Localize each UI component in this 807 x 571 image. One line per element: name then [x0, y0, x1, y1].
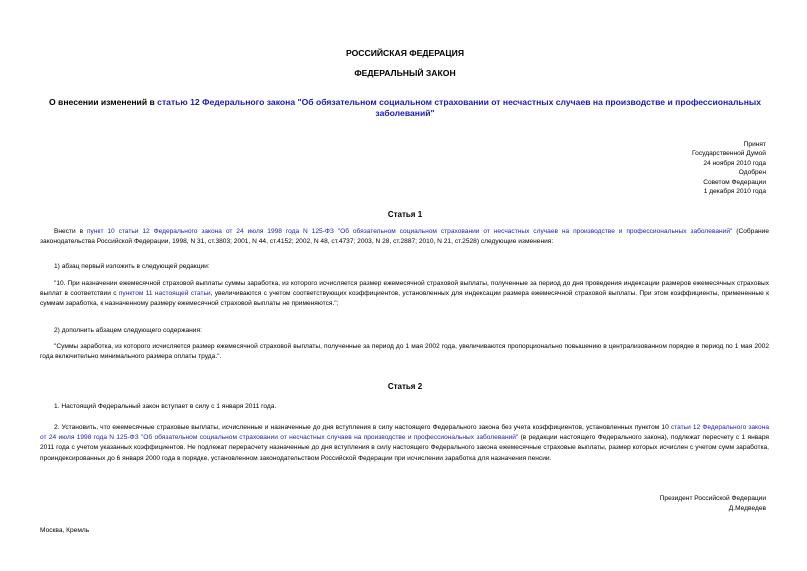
item-2-link[interactable]: статьи 12 Федерального закона от 24 июля 1998 года N 125-ФЗ "Об обязательном социальном страховании от несчастных случаев на производстве и профессиональных заболеваний" — [40, 424, 769, 442]
intro-link[interactable]: пункт 10 статьи 12 Федерального закона от 24 июля 1998 года N 125-ФЗ "Об обязательном социальном страховании от несчастных случаев на производстве и профессиональных заболеваний" — [86, 228, 733, 235]
article-1-item-1: 1) абзац первый изложить в следующей редакции: — [54, 263, 210, 270]
signing-place: Москва, Кремль — [40, 527, 90, 534]
quote-1-link[interactable]: пунктом 11 настоящей статьи — [118, 290, 211, 298]
adoption-block — [692, 140, 766, 196]
intro-text: Внести в — [54, 228, 87, 235]
adoption-line: 24 ноября 2010 года — [703, 159, 766, 167]
country-heading: РОССИЙСКАЯ ФЕДЕРАЦИЯ — [345, 48, 465, 58]
signature-block — [660, 494, 766, 514]
adoption-line: 1 декабря 2010 года — [703, 188, 766, 196]
intro-rest: (Собрание законодательства Российской Федерации, 1998, N 31, ст.3803; 2001, N 44, ст.4152; 2002, N 48, ст.4737; 2003, N 28, ст.2887; 2010, N 21, ст.2528) следующие изменения: — [40, 228, 769, 246]
article-1-quote-1 — [40, 279, 769, 310]
quote-1-start: "10. При назначении ежемесячной страховой выплаты суммы заработка, из которого исчисляется размер ежемесячной страховой выплаты, полученные за период до дня проведения индексации размеров ежемесячных страховых выплат в соответствии с — [40, 280, 769, 298]
article-1-heading: Статья 1 — [387, 210, 423, 219]
doc-type-heading: ФЕДЕРАЛЬНЫЙ ЗАКОН — [354, 68, 456, 78]
law-title-prefix: О внесении изменений в — [48, 97, 158, 107]
article-2-item-1: 1. Настоящий Федеральный закон вступает в силу с 1 января 2011 года. — [54, 403, 277, 410]
article-1-quote-2: "Суммы заработка, из которого исчисляется размер ежемесячной страховой выплаты, полученные за период до 1 мая 2002 года, увеличиваются пропорционально повышению в централизованном порядке в период по 1 мая 2002 года включительно минимального размера оплаты труда.". — [40, 343, 769, 361]
signature-name: Д.Медведев — [728, 505, 766, 512]
article-2-heading: Статья 2 — [387, 382, 423, 391]
article-1-intro — [40, 227, 769, 247]
adoption-line: Советом Федерации — [703, 178, 766, 186]
article-2-item-2 — [40, 423, 769, 464]
signature-position: Президент Российской Федерации — [659, 495, 766, 502]
article-1-item-2: 2) дополнить абзацем следующего содержания: — [54, 327, 202, 334]
adoption-line: Государственной Думой — [692, 150, 766, 158]
quote-1-end: , увеличиваются с учетом соответствующих коэффициентов, установленных для индексации размера ежемесячной страховой выплаты. При этом коэффициенты, примененные к суммам заработка, к назначенному размеру ежемесячной страховой выплаты не применяются."; — [40, 290, 770, 308]
law-title-link[interactable]: статью 12 Федерального закона "Об обязательном социальном страховании от несчастных случаев на производстве и профессиональных заболеваний" — [157, 97, 762, 118]
item-2-start: 2. Установить, что ежемесячные страховые выплаты, исчисленные и назначенные до дня вступления в силу настоящего Федерального закона без учета коэффициентов, установленных пунктом 10 — [54, 424, 671, 431]
law-title — [40, 97, 770, 119]
adoption-line: Принят — [743, 141, 766, 148]
item-2-end: (в редакции настоящего Федерального закона), подлежат пересчету с 1 января 2011 года с учетом указанных коэффициентов. Не подлежат перерасчету назначенные до дня вступления в силу настоящего Федерального закона ежемесячные страховые выплаты, размер которых исчислен с учетом сумм заработка, проиндексированных до 6 января 2000 года в порядке, установленном законодательством Российской Федерации при исчислении заработка для назначения пенсии. — [40, 434, 769, 462]
adoption-line: Одобрен — [738, 169, 766, 177]
